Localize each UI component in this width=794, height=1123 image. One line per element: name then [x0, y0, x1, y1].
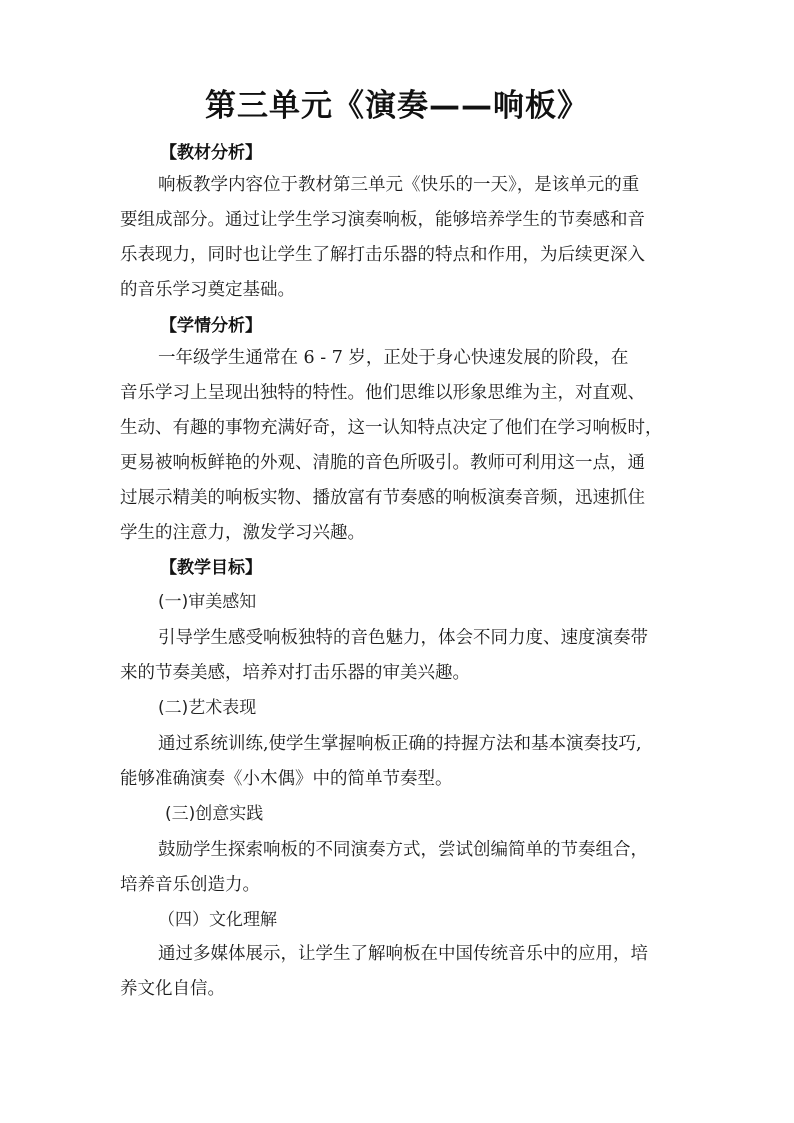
- heading-material-analysis: 【教材分析】: [160, 143, 262, 163]
- paragraph-line: 鼓励学生探索响板的不同演奏方式，尝试创编简单的节奏组合，: [158, 840, 648, 860]
- paragraph-line: 一年级学生通常在 6 - 7 岁，正处于身心快速发展的阶段，在: [158, 348, 629, 368]
- paragraph-line: 能够准确演奏《小木偶》中的简单节奏型。: [120, 769, 453, 789]
- paragraph-line: 通过系统训练,使学生掌握响板正确的持握方法和基本演奏技巧,: [158, 734, 642, 754]
- goal-title-aesthetic: (一)审美感知: [158, 592, 257, 612]
- goal-title-expression: (二)艺术表现: [158, 698, 257, 718]
- paragraph-line: 生动、有趣的事物充满好奇，这一认知特点决定了他们在学习响板时，: [120, 418, 663, 438]
- paragraph-line: 过展示精美的响板实物、播放富有节奏感的响板演奏音频，迅速抓住: [120, 488, 645, 508]
- document-title: 第三单元《演奏——响板》: [205, 88, 589, 124]
- paragraph-line: 要组成部分。通过让学生学习演奏响板，能够培养学生的节奏感和音: [120, 210, 645, 230]
- paragraph-line: 来的节奏美感，培养对打击乐器的审美兴趣。: [120, 663, 470, 683]
- paragraph-line: 引导学生感受响板独特的音色魅力，体会不同力度、速度演奏带: [158, 628, 648, 648]
- paragraph-line: 乐表现力，同时也让学生了解打击乐器的特点和作用，为后续更深入: [120, 245, 645, 265]
- paragraph-line: 更易被响板鲜艳的外观、清脆的音色所吸引。教师可利用这一点，通: [120, 453, 645, 473]
- goal-title-creative: (三)创意实践: [165, 804, 264, 824]
- paragraph-line: 的音乐学习奠定基础。: [120, 280, 295, 300]
- paragraph-line: 学生的注意力，激发学习兴趣。: [120, 523, 365, 543]
- heading-student-analysis: 【学情分析】: [160, 316, 262, 336]
- paragraph-line: 养文化自信。: [120, 979, 225, 999]
- paragraph-line: 培养音乐创造力。: [120, 875, 260, 895]
- paragraph-line: 音乐学习上呈现出独特的特性。他们思维以形象思维为主，对直观、: [120, 383, 645, 403]
- paragraph-line: 响板教学内容位于教材第三单元《快乐的一天》，是该单元的重: [158, 175, 640, 195]
- heading-teaching-goals: 【教学目标】: [160, 558, 262, 578]
- goal-title-culture: （四）文化理解: [158, 910, 277, 930]
- paragraph-line: 通过多媒体展示，让学生了解响板在中国传统音乐中的应用，培: [158, 944, 648, 964]
